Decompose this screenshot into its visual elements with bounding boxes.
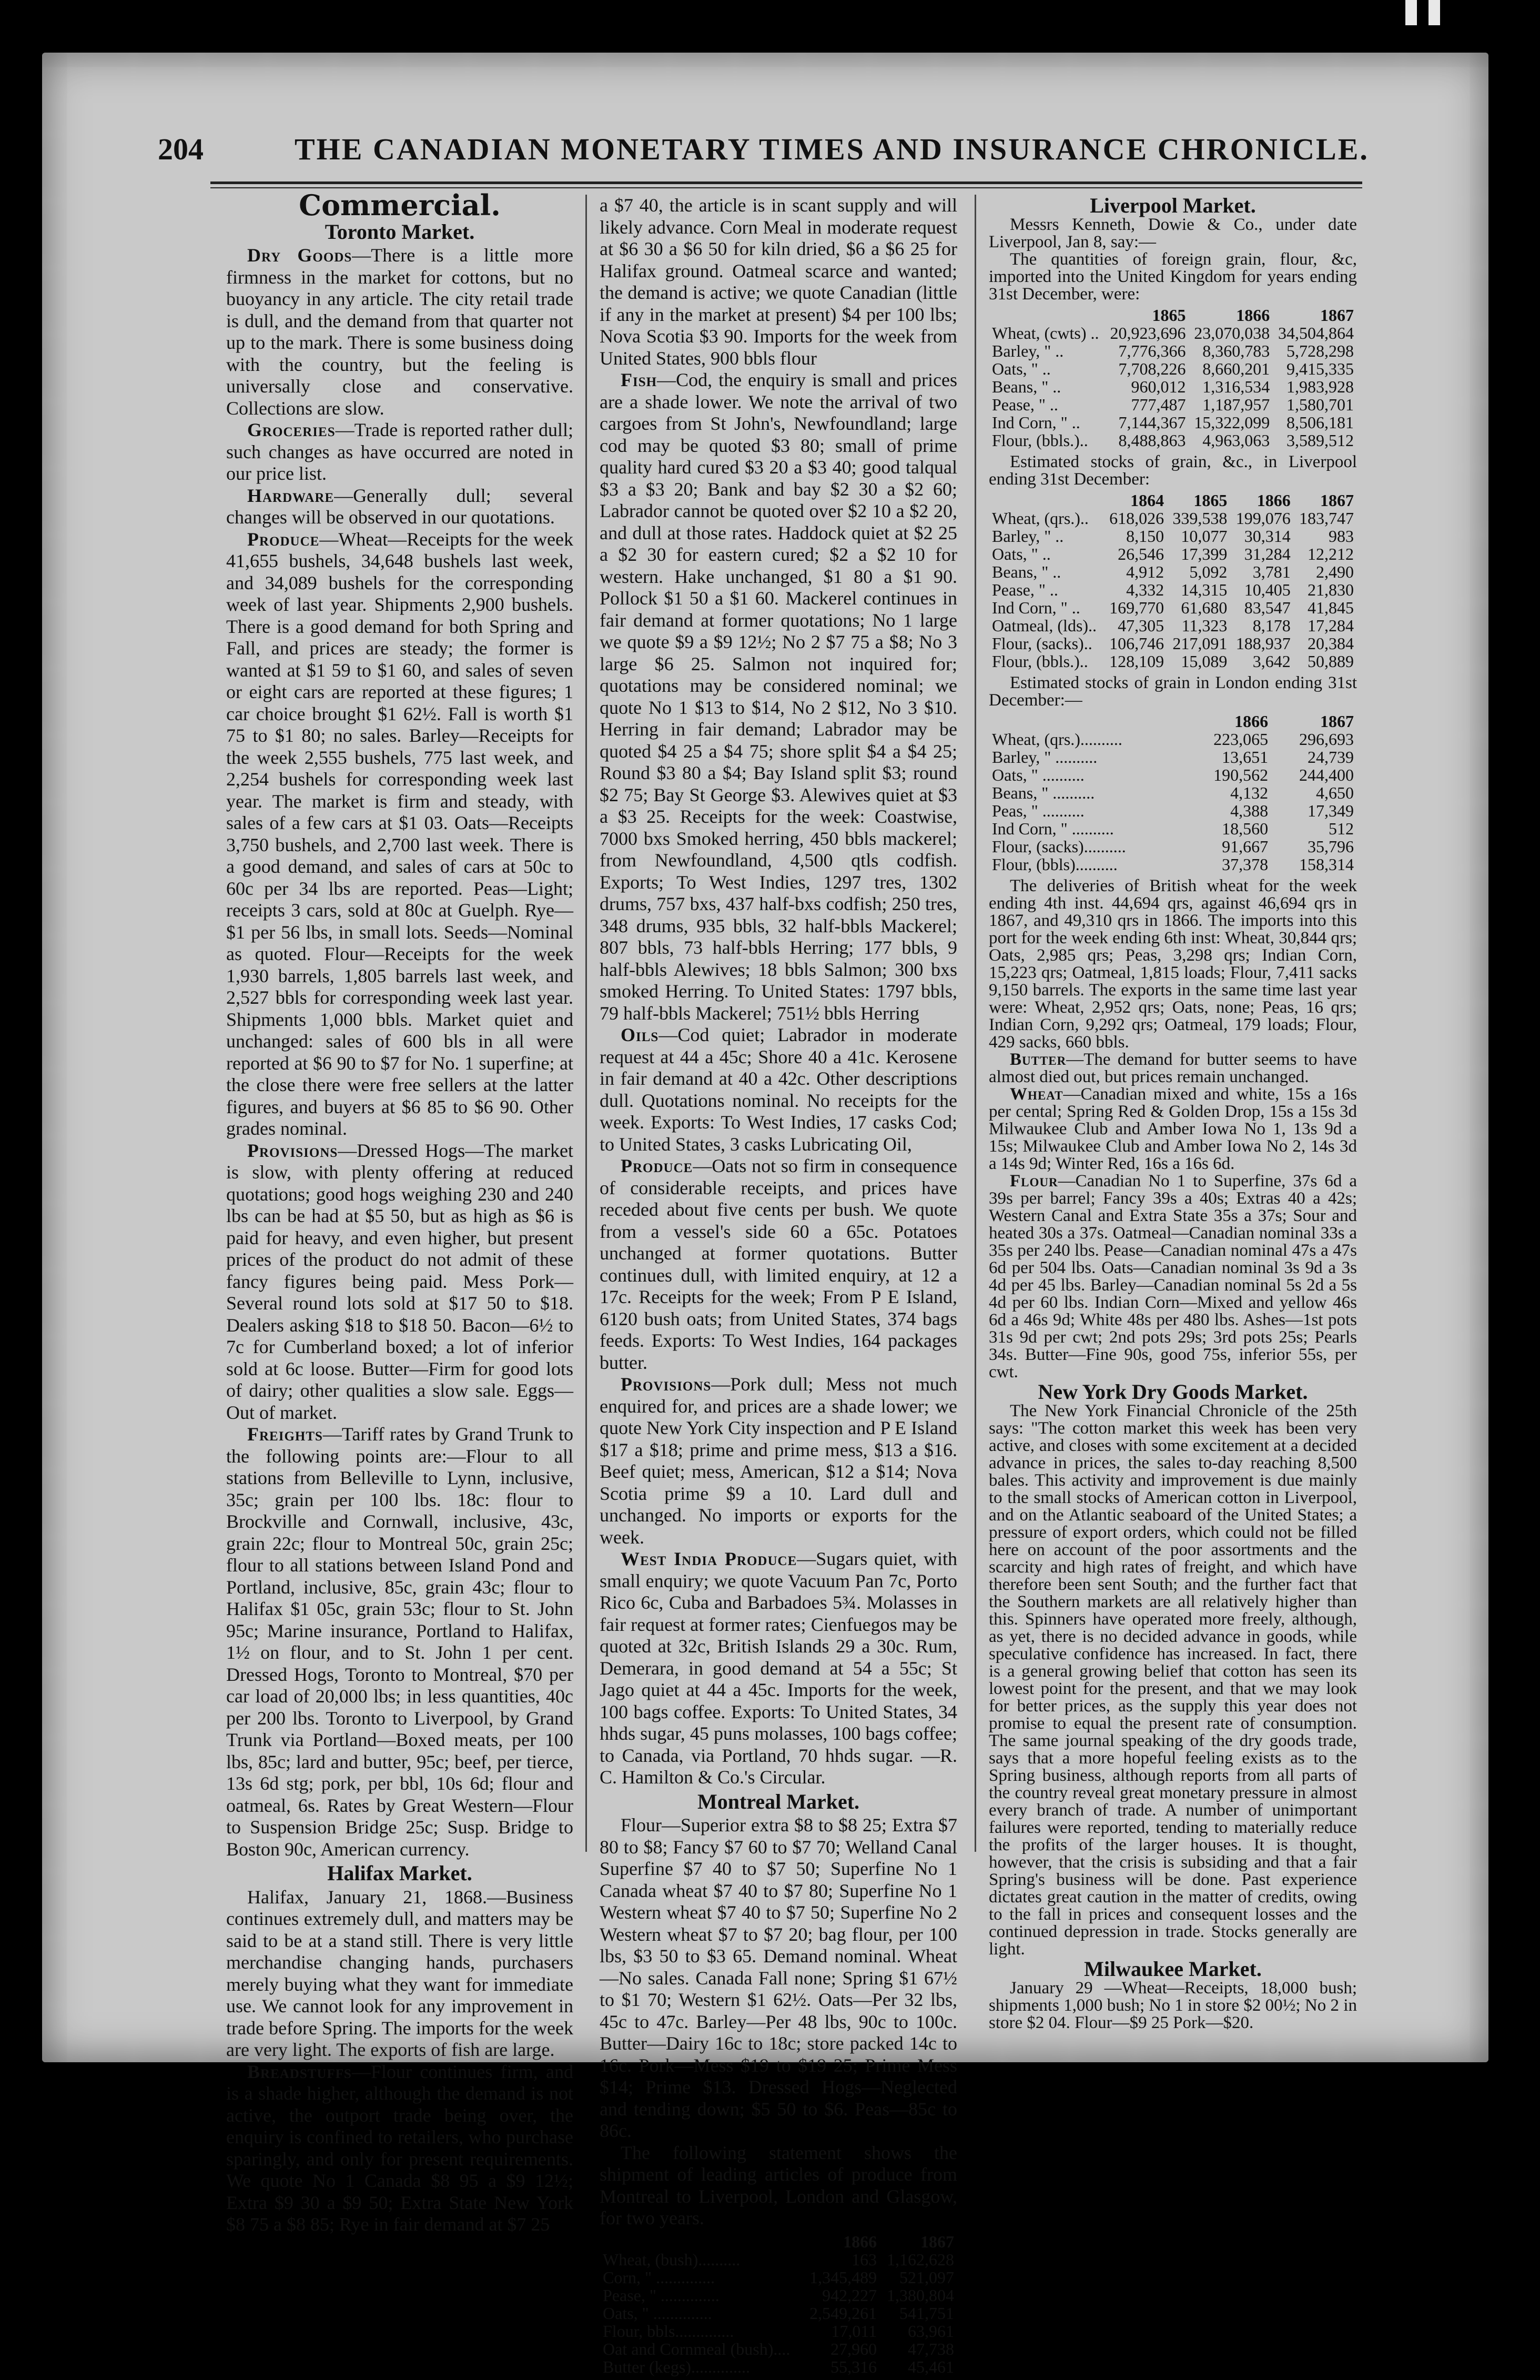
table-row [600,2251,957,2268]
table-header [989,491,1104,509]
keyword: Butter [1010,1050,1067,1069]
paragraph-text: —Tariff rates by Grand Trunk to the following points are:—Flour to all stations from Belleville to Lynn, inclusive, 35c; grain per 100 lbs. 18c: flour to Brockville and Cornwall, inclusive, 43c, grain 22c; flour to Montreal 50c, grain 25c; flour to all stations between Island Pond and Portland, inclusive, 85c, grain 43c; flour to Halifax $1 05c, grain 53c; flour to St. John 95c; Marine insurance, Portland to Halifax, 1½ on flour, and to St. John 1 per cent. Dressed Hogs, Toronto to Montreal, $70 per car load of 20,000 lbs; in less quantities, 40c per 200 lbs. Toronto to Liverpool, by Grand Trunk via Portland—Boxed meats, per 100 lbs, 85c; lard and butter, 95c; beef, per tierce, 13s 6d stg; pork, per bbl, 10s 6d; flour and oatmeal, 6s. Rates by Great Western—Flour to Suspension Bridge 25c; Susp. Bridge to Boston 90c, American currency. [226,1424,573,1860]
shipment-table [600,2233,957,2376]
dry-goods-paragraph [226,245,573,419]
table-row [989,396,1357,414]
table-cell: Peas, " .......... [992,801,1085,820]
table-cell: 942,227 [822,2285,877,2305]
table-cell: 17,399 [1181,544,1228,563]
fish-paragraph [600,369,957,1024]
keyword: Dry Goods [247,245,352,266]
table-cell: Wheat, (qrs.).. [992,509,1089,528]
film-edge-mark [1428,0,1440,25]
paragraph-text: —Sugars quiet, with small enquiry; we quote Vacuum Pan 7c, Porto Rico 6c, Cuba and Barbadoes 5¾. Molasses in fair request at former rates; Cienfuegos may be quoted at 32c, British Islands 29 a 30c. Rum, Demerara, in good demand at 54 a 55c; St Jago quiet at 44 a 45c. Imports for the week, 100 bags coffee. Exports: To United States, 34 hhds sugar, 45 puns molasses, 100 bags coffee; to Canada, via Portland, 70 hhds sugar. —R. C. Hamilton & Co.'s Circular. [600,1548,957,1788]
table-cell: Flour, (bbls.).. [992,431,1088,450]
table-cell: 339,538 [1172,509,1228,528]
page-header [158,84,1369,166]
column-2 [600,195,957,2380]
table-cell: 20,384 [1308,634,1354,653]
table-cell: Wheat, (bush).......... [603,2250,741,2269]
keyword: Produce [247,528,320,550]
table-cell: 8,360,783 [1202,341,1270,360]
table-cell: Beans, " .. [992,562,1061,581]
table-cell: 1,316,534 [1202,377,1270,396]
paragraph-text: —Cod, the enquiry is small and prices are a shade lower. We note the arrival of two cargoes from St John's, Newfoundland; large cod may be quoted $3 80; small of prime quality hard cured $3 20 a $3 40; good talqual $3 a $3 20; Bank and bay $2 30 a $2 60; Labrador cannot be quoted over $2 10 a $2 20, and dull at those rates. Haddock quiet at $2 25 a $2 30 for eastern cured; $2 a $2 10 for western. Hake unchanged, $1 80 a $1 90. Pollock $1 50 a $1 60. Mackerel continues in fair demand at former quotations; No 1 large we quote $9 a $9 12½; No 2 $7 75 a $8; No 3 large $6 25. Salmon not inquired for; quotations may be considered nominal; we quote No 1 $13 to $14, No 2 $12, No 3 $10. Herring in fair demand; Labrador may be quoted $4 25 a $4 75; shore split $4 a $4 25; Round $3 80 a $4; Bay Island split $3; round $2 75; Bay St George $3. Alewives quiet at $3 a $3 25. Receipts for the week: Coastwise, 7000 bxs Smoked herring, 450 bbls mackerel; from Newfoundland, 4,500 qtls codfish. Exports; To West Indies, 1297 tres, 1302 drums, 757 bxs, 437 half-bxs codfish; 250 tres, 348 drums, 935 bbls, 32 half-bbls Mackerel; 807 bbls, 73 half-bbls Herring; 177 bbls, 9 half-bbls Alewives; 18 bbls Salmon; 300 bxs smoked Herring. To United States: 1797 bbls, 79 half-bbls Mackerel; 751½ bbls Herring [600,369,957,1024]
table-row [989,730,1357,748]
table-cell: Barley, " .. [992,527,1064,546]
keyword: Produce [621,1155,693,1176]
milwaukee-paragraph: January 29 —Wheat—Receipts, 18,000 bush; shipments 1,000 bush; No 1 in store $2 00½; No 2 in store $2 04. Flour—$9 25 Pork—$20. [989,1979,1357,2032]
halifax-heading: Halifax Market. [327,1861,472,1885]
table-row [989,748,1357,766]
keyword: Flour [1010,1172,1058,1191]
table-cell: 244,400 [1299,765,1354,784]
table-header: 1864 [1130,491,1164,510]
table-cell: Flour, (bbls.).. [992,652,1088,671]
table-header: 1866 [1236,306,1270,325]
table-row [989,634,1357,652]
stocks-table [989,491,1357,670]
column-1 [226,188,573,2236]
imports-table-wrap [989,306,1357,449]
flour-paragraph [989,1173,1357,1381]
keyword: Provisions [247,1139,338,1161]
table-cell: 14,315 [1181,580,1228,599]
table-cell: 13,651 [1222,748,1269,767]
paragraph-text: —Pork dull; Mess not much enquired for, and prices are a shade lower; we quote New York City inspection and P E Island $17 a $18; prime and prime mess, $13 a $16. Beef quiet; mess, American, $12 a $14; Nova Scotia prime $9 a 10. Lard dull and unchanged. No imports or exports for the week. [600,1374,957,1548]
keyword: Hardware [247,485,335,506]
keyword: Groceries [247,419,336,440]
table-row [989,838,1357,855]
imports-intro: The quantities of foreign grain, flour, &c, imported into the United Kingdom for years ending 31st December, were: [989,250,1357,304]
table-cell: 37,378 [1222,855,1269,874]
table-cell: 8,178 [1252,616,1291,635]
table-cell: 8,488,863 [1118,431,1186,450]
halifax-paragraph: Halifax, January 21, 1868.—Business continues extremely dull, and matters may be said to be at a stand still. There is very little merchandise changing hands, purchasers merely buying what they want for immediate use. We cannot look for any improvement in trade before Spring. The imports for the week are very light. The exports of fish are large. [226,1886,573,2060]
breadstuffs-paragraph [226,2061,573,2236]
table-cell: 50,889 [1308,652,1354,671]
table-cell: 24,739 [1308,748,1354,767]
table-cell: 618,026 [1109,509,1164,528]
table-cell: 47,305 [1118,616,1164,635]
stocks-intro: Estimated stocks of grain, &c., in Liverpool ending 31st December: [989,452,1357,489]
keyword: Fish [621,369,657,390]
table-cell: Corn, " .............. [603,2267,715,2287]
table-cell: 3,642 [1252,652,1291,671]
page-number: 204 [158,132,204,166]
london-table [989,712,1357,873]
table-cell: 26,546 [1118,544,1164,563]
table-row [600,2322,957,2340]
table-cell: 223,065 [1213,730,1269,749]
produce-paragraph [600,1155,957,1374]
continued-paragraph: a $7 40, the article is in scant supply and will likely advance. Corn Meal in moderate request at $6 30 a $6 50 for kiln dried, $6 a $6 25 for Halifax ground. Oatmeal scarce and wanted; the demand is active; we quote Canadian (little if any in the market at present) $4 per 100 lbs; Nova Scotia $3 90. Imports for the week from United States, 900 bbls flour [600,195,957,369]
table-cell: 4,132 [1230,783,1269,802]
table-cell: 35,796 [1308,837,1354,856]
table-cell: 1,983,928 [1286,377,1354,396]
table-row [989,617,1357,634]
table-header: 1867 [1320,306,1354,325]
table-header [600,2233,803,2251]
paragraph-text: —Cod quiet; Labrador in moderate request at 44 a 45c; Shore 40 a 41c. Kerosene in fair demand at 40 a 42c. Other descriptions dull. Quotations nominal. No receipts for the week. Exports: To West Indies, 17 casks Cod; to United States, 3 casks Lubricating Oil, [600,1024,957,1155]
stocks-table-wrap [989,491,1357,670]
table-cell: 541,751 [899,2303,954,2323]
paragraph-text: —Canadian mixed and white, 15s a 16s per cental; Spring Red & Golden Drop, 15s a 15s 3d Milwaukee Club and Amber Iowa No 1, 13s 9d a 15s; Milwaukee Club and Amber Iowa No 2, 14s 3d a 14s 9d; Winter Red, 16s a 16s 6d. [989,1085,1357,1173]
table-cell: 1,345,489 [809,2267,877,2287]
liverpool-intro: Messrs Kenneth, Dowie & Co., under date Liverpool, Jan 8, say:— [989,215,1357,251]
table-cell: Ind Corn, " .. [992,413,1080,432]
keyword: West India Produce [621,1548,797,1569]
table-cell: 183,747 [1299,509,1354,528]
table-cell: 7,144,367 [1118,413,1186,432]
table-header [989,306,1105,324]
table-cell: 4,388 [1230,801,1269,820]
header-rule [210,181,1362,184]
table-cell: Flour, bbls.............. [603,2321,734,2341]
provisions-paragraph [226,1140,573,1424]
table-cell: Beans, " .. [992,377,1061,396]
table-cell: 83,547 [1244,598,1291,617]
table-cell: 296,693 [1299,730,1354,749]
table-cell: 55,316 [830,2357,877,2376]
table-cell: Oatmeal, (lds).. [992,616,1097,635]
keyword: Breadstuffs [247,2061,352,2082]
paragraph-text: —Oats not so firm in consequence of considerable receipts, and prices have receded about five cents per bush. We quote from a vessel's side 60 a 65c. Potatoes unchanged at former quotations. Butter continues dull, with limited enquiry, at 12 a 17c. Receipts for the week; From P E Island, 6120 bush oats; from United States, 374 bags feeds. Exports: To West Indies, 164 packages butter. [600,1155,957,1373]
london-table-wrap [989,712,1357,873]
table-header: 1866 [843,2232,877,2251]
groceries-paragraph [226,419,573,485]
table-row [989,342,1357,360]
column-divider [975,195,976,1852]
table-cell: 17,011 [831,2321,877,2341]
table-cell: 4,912 [1126,562,1164,581]
table-header: 1866 [1257,491,1291,510]
table-row [600,2358,957,2376]
table-cell: 4,963,063 [1202,431,1270,450]
table-cell: 18,560 [1222,819,1269,838]
table-row [600,2268,957,2286]
table-cell: Barley, " .......... [992,748,1098,767]
table-row [989,581,1357,599]
table-row [989,378,1357,396]
statement-paragraph: The following statement shows the shipment of leading articles of produce from Montreal to Liverpool, London and Glasgow, for two years. [600,2142,957,2228]
butter-paragraph [989,1051,1357,1086]
table-cell: 8,150 [1126,527,1164,546]
table-cell: 11,323 [1181,616,1228,635]
table-row [600,2304,957,2322]
milwaukee-heading: Milwaukee Market. [1084,1957,1262,1981]
paragraph-text: —Flour continues firm, and is a shade higher, although the demand is not active, the outport trade being over, the enquiry is confined to retailers, who purchase sparingly, and only for present requirements. We quote No 1 Canada $8 95 a $9 12½; Extra $9 30 a $9 50; Extra State New York $8 75 a $8 85; Rye in fair demand at $7 25 [226,2061,573,2235]
toronto-heading: Toronto Market. [325,219,475,244]
table-header: 1867 [920,2232,954,2251]
table-cell: 512 [1329,819,1354,838]
table-cell: 17,284 [1308,616,1354,635]
table-row [989,509,1357,527]
table-cell: 91,667 [1222,837,1269,856]
imports-table [989,306,1357,449]
table-cell: 3,589,512 [1286,431,1354,450]
table-header: 1866 [1234,712,1269,731]
table-cell: Pease, " .............. [603,2285,720,2305]
table-cell: Oats, " .............. [603,2303,712,2323]
table-cell: 1,580,701 [1286,395,1354,414]
oils-paragraph [600,1024,957,1155]
table-cell: 34,504,864 [1278,324,1354,342]
paragraph-text: —Canadian No 1 to Superfine, 37s 6d a 39s per barrel; Fancy 39s a 40s; Extras 40 a 42s; Western Canal and Extra State 35s a 37s; Sour and heated 30s a 37s. Oatmeal—Canadian nominal 33s a 35s per 240 lbs. Pease—Canadian nominal 47s a 47s 6d per 504 lbs. Oats—Canadian nominal 3s 9d a 3s 4d per 45 lbs. Barley—Canadian nominal 5s 2d a 5s 4d per 60 lbs. Indian Corn—Mixed and yellow 46s 6d a 46s 9d; White 48s per 480 lbs. Ashes—1st pots 31s 9d per cwt; 2nd pots 29s; 3rd pots 25s; Pearls 34s. Butter—Fine 90s, good 75s, inferior 55s, per cwt. [989,1172,1357,1381]
shipment-table-wrap [600,2233,957,2376]
table-cell: 47,738 [908,2339,954,2358]
keyword: Freights [247,1424,323,1445]
table-cell: 27,960 [830,2339,877,2358]
table-row [989,545,1357,563]
table-cell: 9,415,335 [1286,359,1354,378]
table-cell: Oats, " .. [992,544,1051,563]
table-cell: 1,187,957 [1202,395,1270,414]
table-row [989,431,1357,449]
new-york-paragraph: The New York Financial Chronicle of the 25th says: "The cotton market this week has been very active, and closes with some excitement at a decided advance in prices, the sales to-day reaching 8,500 bales. This activity and improvement is due mainly to the small stocks of American cotton in Liverpool, and on the Atlantic seaboard of the United States; a pressure of export orders, which could not be filled here on account of the poor assortments and the scarcity and high rates of freight, and which have therefore been sent South; and the further fact that the Southern markets are all relatively higher than this. Spinners have operated more freely, although, as yet, there is no decided advance in goods, while speculative confidence has increased. In fact, there is a general growing belief that cotton has seen its lowest point for the present, and that we may look for better prices, as the supply this year does not promise to equal the present rate of consumption. The same journal speaking of the dry goods trade, says that a more hopeful feeling exists as to the Spring business, although reports from all parts of the country reveal great monetary pressure in almost every branch of trade. A number of unimportant failures were reported, tending to materially reduce the profits of the larger houses. It is thought, however, that the crisis is subsiding and that a fair Spring's business will be done. Past experience dictates great caution in the matter of credits, owing to the fall in prices and consequent losses and the continued depression in trade. Stocks generally are light. [989,1401,1357,1959]
keyword: Wheat [1010,1085,1063,1104]
deliveries-paragraph: The deliveries of British wheat for the week ending 4th inst. 44,694 qrs, against 46,694 qrs in 1867, and 49,310 qrs in 1866. The imports into this port for the week ending 6th inst: Wheat, 30,844 qrs; Oats, 2,985 qrs; Peas, 3,298 qrs; Indian Corn, 15,223 qrs; Oatmeal, 1,815 loads; Flour, 7,411 sacks 9,150 barrels. The exports in the same time last year were: Wheat, 2,952 qrs; Oats, none; Peas, 16 qrs; Indian Corn, 9,292 qrs; Oatmeal, 179 loads; Flour, 429 sacks, 660 bbls. [989,876,1357,1052]
table-cell: 190,562 [1213,765,1269,784]
table-cell: 5,728,298 [1286,341,1354,360]
table-cell: 106,746 [1109,634,1164,653]
table-cell: 8,660,201 [1202,359,1270,378]
table-row [600,2286,957,2304]
table-cell: 7,708,226 [1118,359,1186,378]
table-cell: 169,770 [1109,598,1164,617]
table-cell: 17,349 [1308,801,1354,820]
paragraph-text: —The demand for butter seems to have almost died out, but prices remain unchanged. [989,1050,1357,1086]
table-row [989,784,1357,802]
table-cell: Wheat, (cwts) .. [992,324,1099,342]
keyword: Oils [621,1024,659,1045]
new-york-heading: New York Dry Goods Market. [1038,1380,1308,1404]
table-cell: 10,077 [1181,527,1228,546]
table-cell: Flour, (sacks).. [992,634,1092,653]
table-cell: 10,405 [1244,580,1291,599]
table-cell: Pease, " .. [992,395,1058,414]
table-header: 1867 [1320,712,1354,731]
table-row [989,855,1357,873]
table-cell: 1,162,628 [887,2250,954,2269]
table-cell: Butter (kegs).............. [603,2357,750,2376]
table-cell: Oats, " .. [992,359,1051,378]
table-cell: 20,923,696 [1110,324,1186,342]
table-cell: 217,091 [1172,634,1228,653]
column-3 [989,195,1357,2032]
paragraph-text: —Trade is reported rather dull; such changes as have occurred are noted in our price list. [226,419,573,484]
table-cell: Flour, (bbls).......... [992,855,1118,874]
table-cell: 1,380,804 [887,2285,954,2305]
liverpool-heading: Liverpool Market. [1090,194,1256,217]
table-cell: 41,845 [1308,598,1354,617]
table-row [989,802,1357,820]
montreal-heading: Montreal Market. [697,1789,860,1813]
table-header: 1865 [1152,306,1186,325]
table-cell: 12,212 [1308,544,1354,563]
table-cell: Barley, " .. [992,341,1064,360]
london-intro: Estimated stocks of grain in London ending 31st December:— [989,673,1357,710]
table-cell: 45,461 [908,2357,954,2376]
paragraph-text: —Wheat—Receipts for the week 41,655 bushels, 34,648 bushels last week, and 34,089 bushels for the corresponding week of last year. Shipments 2,900 bushels. There is a good demand for both Spring and Fall, and prices are steady; the former is wanted at $1 59 to $1 60, and sales of seven or eight cars are reported at these figures; 1 car choice brought $1 62½. Fall is worth $1 75 to $1 80; no sales. Barley—Receipts for the week 2,555 bushels, 775 last week, and 2,254 bushels for corresponding week last year. The market is firm and steady, with sales of a few cars at $1 03. Oats—Receipts 3,750 bushels, and 2,700 last week. There is a good demand, and sales of cars at 50c to 60c per 34 lbs are reported. Peas—Light; receipts 3 cars, sold at 80c at Guelph. Rye—$1 per 56 lbs, in small lots. Seeds—Nominal as quoted. Flour—Receipts for the week 1,930 barrels, 1,805 barrels last week, and 2,527 bbls for corresponding week last year. Shipments 1,000 bbls. Market quiet and unchanged: sales of 600 bls in all were reported at $6 90 to $7 for No. 1 superfine; at the close there were free sellers at the latter figures, and buyers at $6 85 to $6 90. Other grades nominal. [226,528,573,1139]
table-cell: 15,322,099 [1194,413,1270,432]
montreal-paragraph: Flour—Superior extra $8 to $8 25; Extra $7 80 to $8; Fancy $7 60 to $7 70; Welland Canal Superfine $7 40 to $7 50; Superfine No 1 Canada wheat $7 40 to $7 80; Superfine No 1 Western wheat $7 40 to $7 50; Superfine No 2 Western wheat $7 to $7 20; bag flour, per 100 lbs, $3 50 to $3 65. Demand nominal. Wheat—No sales. Canada Fall none; Spring $1 67½ to $1 70; Western $1 62½. Oats—Per 32 lbs, 45c to 47c. Barley—Per 48 lbs, 90c to 100c. Butter—Dairy 16c to 18c; store packed 14c to 16c. Pork—Mess $19 to $19 25; Prime Mess $14; Prime $13. Dressed Hogs—Neglected and tending down; $5 50 to $6. Peas—85c to 86c. [600,1814,957,2141]
provisions-paragraph [600,1374,957,1548]
table-cell: 21,830 [1308,580,1354,599]
table-header [989,712,1186,730]
table-cell: Ind Corn, " .......... [992,819,1114,838]
table-cell: 61,680 [1181,598,1228,617]
table-cell: 15,089 [1181,652,1228,671]
table-header: 1865 [1193,491,1228,510]
table-cell: Oats, " .......... [992,765,1085,784]
table-cell: 23,070,038 [1194,324,1270,342]
table-cell: Wheat, (qrs.).......... [992,730,1122,749]
west-india-paragraph [600,1548,957,1789]
table-cell: 31,284 [1244,544,1291,563]
table-cell: 4,332 [1126,580,1164,599]
table-cell: Beans, " .......... [992,783,1095,802]
table-cell: 4,650 [1316,783,1354,802]
wheat-paragraph [989,1086,1357,1173]
table-cell: 63,961 [908,2321,954,2341]
table-cell: 777,487 [1131,395,1186,414]
table-row [989,820,1357,838]
section-title: Commercial. [299,188,501,222]
table-cell: Ind Corn, " .. [992,598,1080,617]
table-row [989,599,1357,617]
table-cell: 983 [1329,527,1354,546]
paragraph-text: —There is a little more firmness in the market for cottons, but no buoyancy in any article. The city retail trade is dull, and the demand from that quarter not up to the mark. There is some business doing with the country, but the feeling is universally close and conservative. Collections are slow. [226,245,573,419]
table-cell: Flour, (sacks).......... [992,837,1126,856]
paragraph-text: —Generally dull; several changes will be observed in our quotations. [226,485,573,528]
table-cell: Oat and Cornmeal (bush).... [603,2339,791,2358]
table-row [989,563,1357,581]
table-cell: 8,506,181 [1286,413,1354,432]
table-row [989,766,1357,784]
table-cell: Pease, " .. [992,580,1058,599]
table-cell: 5,092 [1189,562,1228,581]
table-row [989,414,1357,431]
table-cell: 2,490 [1316,562,1354,581]
keyword: Provisions [621,1374,712,1395]
table-cell: 3,781 [1252,562,1291,581]
table-cell: 2,549,261 [809,2303,877,2323]
table-header: 1867 [1320,491,1354,510]
column-divider [585,195,587,1852]
table-cell: 7,776,366 [1118,341,1186,360]
table-cell: 188,937 [1235,634,1291,653]
table-row [989,324,1357,342]
paragraph-text: —Dressed Hogs—The market is slow, with plenty offering at reduced quotations; good hogs weighing 230 and 240 lbs can be had at $5 50, but as high as $6 is paid for heavy, and even higher, but present prices of the product do not admit of these fancy figures being paid. Mess Pork—Several round lots sold at $17 50 to $18. Dealers asking $18 to $18 50. Bacon—6½ to 7c for Cumberland boxed; a lot of inferior sold at 6c loose. Butter—Firm for good lots of dairy; other qualities a slow sale. Eggs—Out of market. [226,1139,573,1423]
masthead: THE CANADIAN MONETARY TIMES AND INSURANCE CHRONICLE. [295,132,1369,166]
table-row [989,527,1357,545]
table-row [989,652,1357,670]
film-edge-mark [1405,0,1417,25]
table-cell: 960,012 [1131,377,1186,396]
hardware-paragraph [226,485,573,529]
table-cell: 199,076 [1235,509,1291,528]
table-row [989,360,1357,378]
produce-paragraph [226,529,573,1140]
table-cell: 521,097 [899,2267,954,2287]
table-cell: 158,314 [1299,855,1354,874]
table-cell: 128,109 [1109,652,1164,671]
table-row [600,2340,957,2358]
table-cell: 30,314 [1244,527,1291,546]
freights-paragraph [226,1424,573,1860]
table-cell: 163 [852,2250,877,2269]
